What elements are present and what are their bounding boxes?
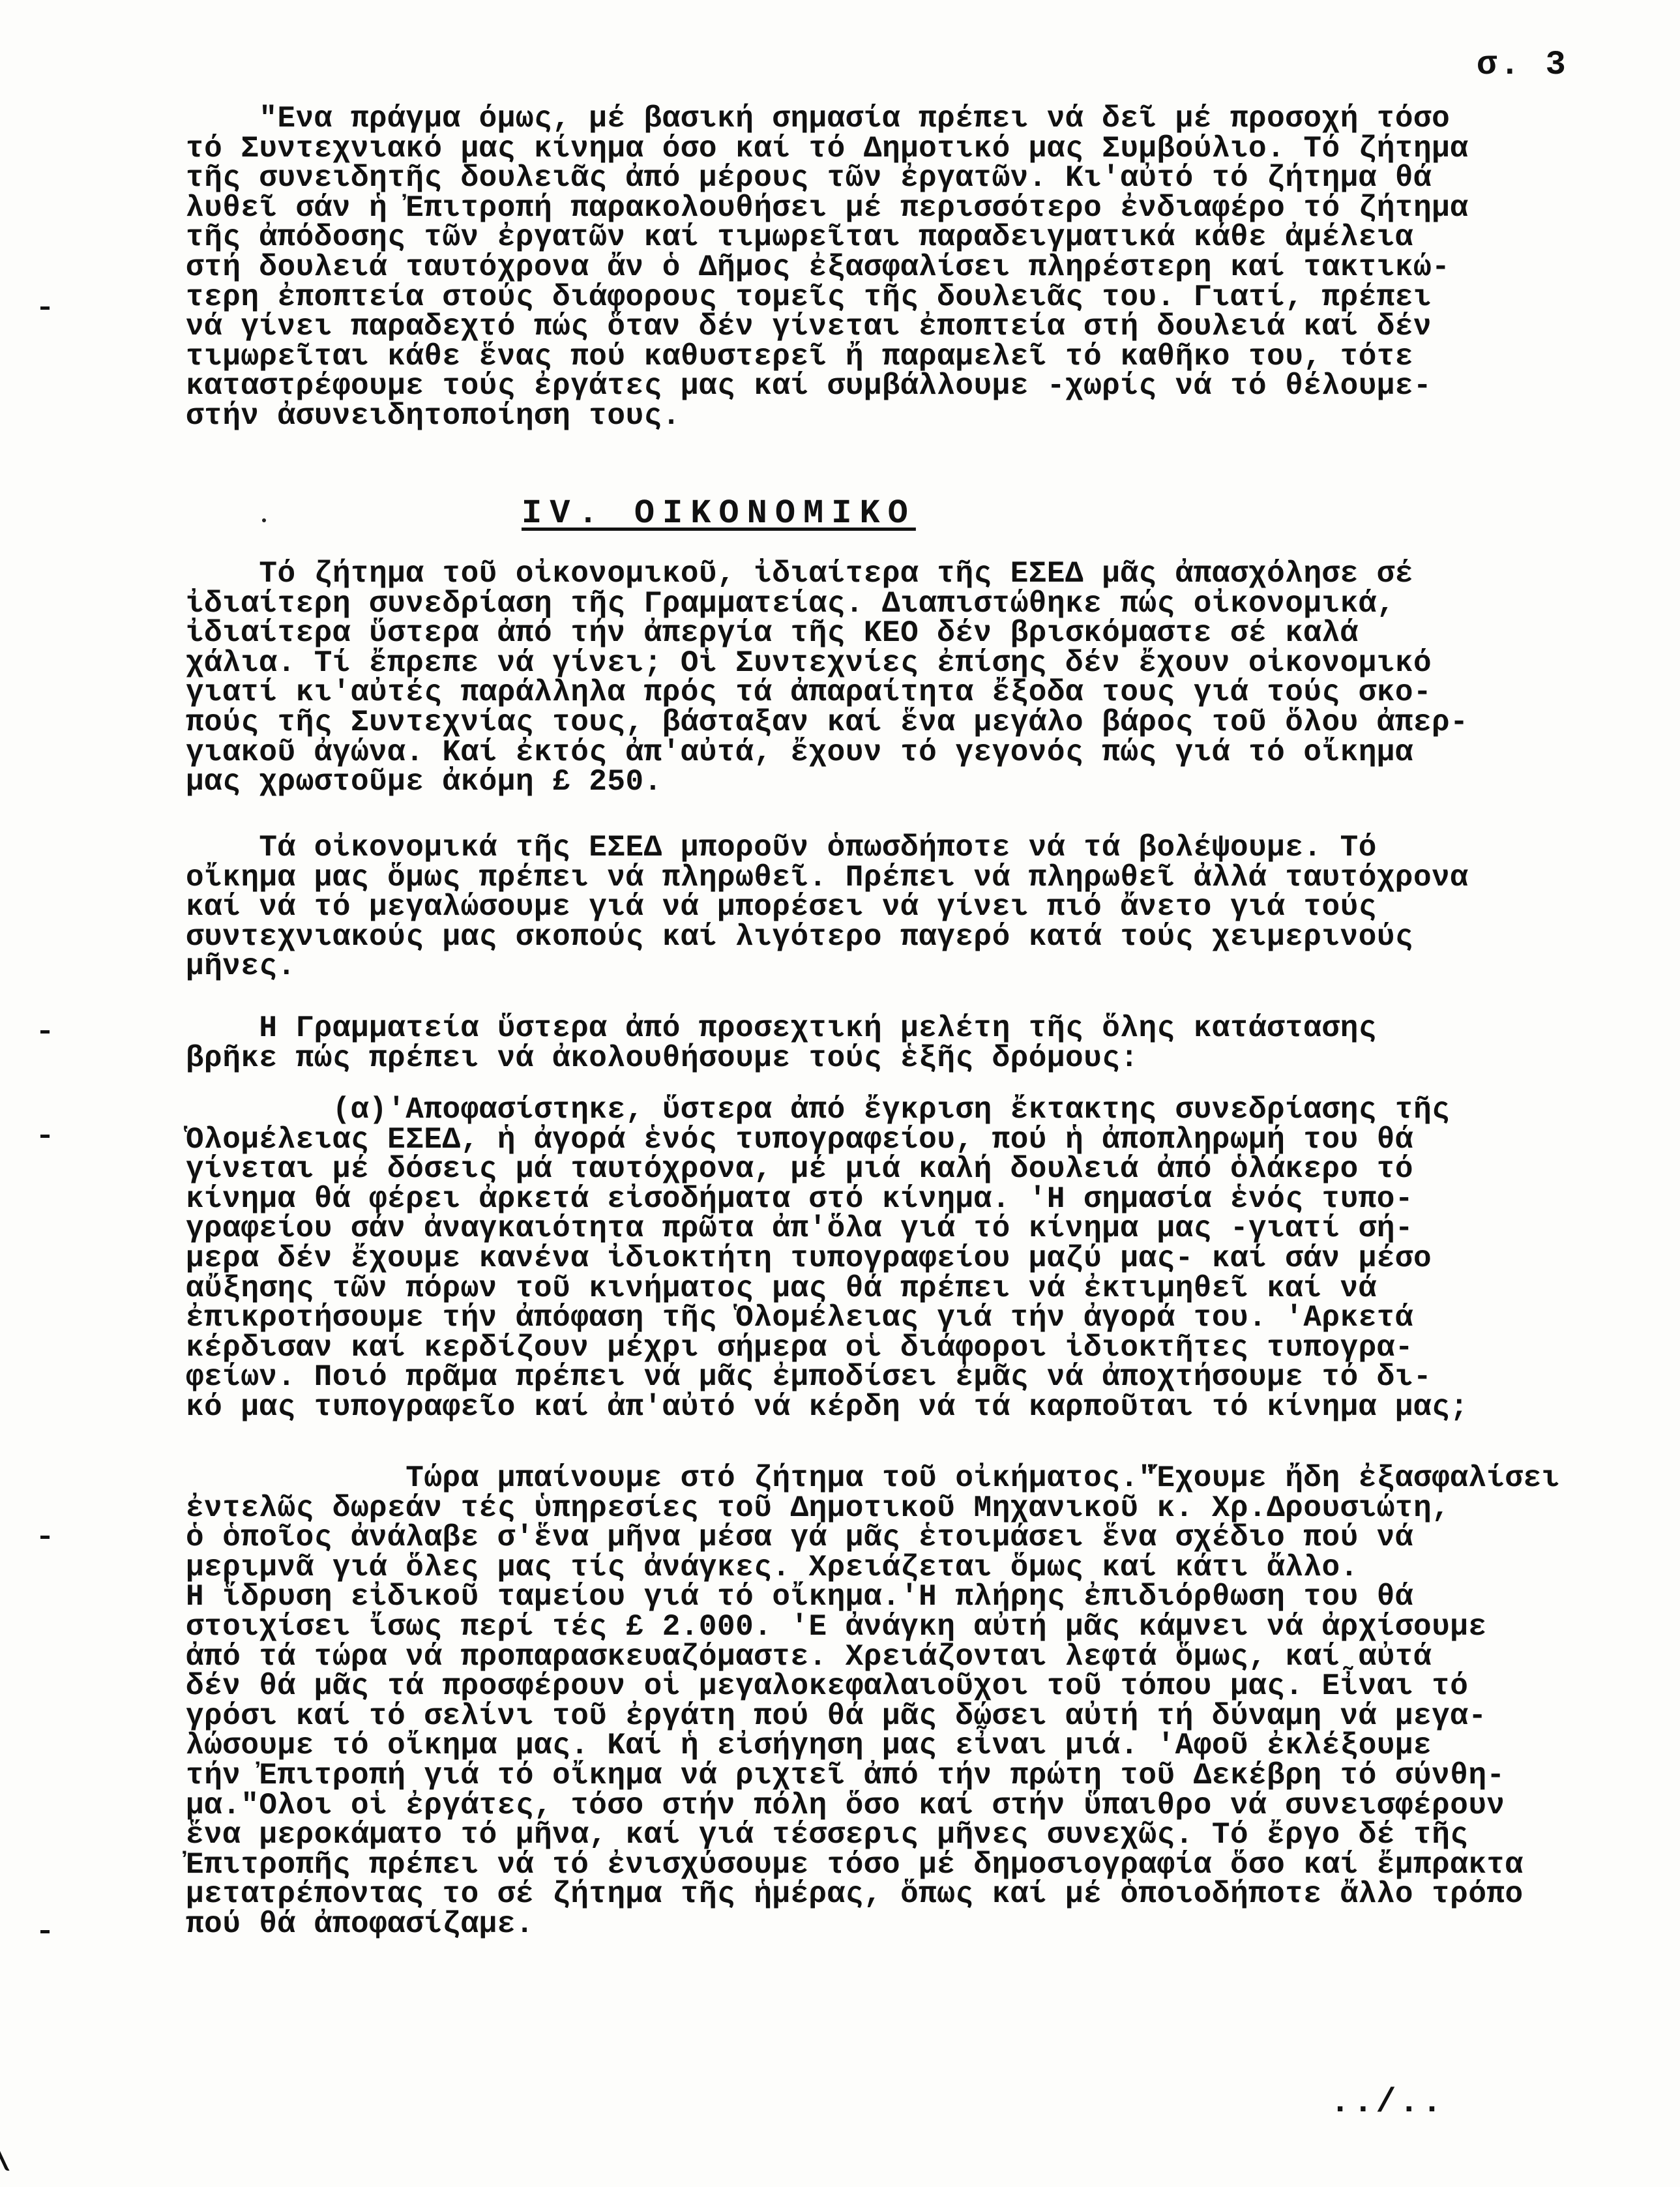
paragraph-6 bbox=[186, 1461, 1607, 1941]
paragraph-5 bbox=[186, 1095, 1607, 1423]
text-line: Τά οἰκονομικά τῆς ΕΣΕΔ μποροῦν ὁπωσδήποτε νά τά βολέψουμε. Τό bbox=[186, 831, 1377, 865]
text-line: Η Γραμματεία ὕστερα ἀπό προσεχτική μελέτη τῆς ὅλης κατάστασης bbox=[186, 1011, 1377, 1045]
text-line: μῆνες. bbox=[186, 949, 296, 984]
text-line: ἐντελῶς δωρεάν τές ὑπηρεσίες τοῦ Δημοτικοῦ Μηχανικοῦ κ. Χρ.Δρουσιώτη, bbox=[186, 1491, 1451, 1525]
paragraph-1 bbox=[186, 104, 1607, 432]
text-line: γιατί κι'αὐτές παράλληλα πρός τά ἀπαραίτητα ἔξοδα τους γιά τούς σκο- bbox=[186, 676, 1432, 710]
text-line: τῆς συνειδητῆς δουλειᾶς ἀπό μέρους τῶν ἐργατῶν. Κι'αὐτό τό ζήτημα θά bbox=[186, 161, 1432, 196]
text-line: γιακοῦ ἀγώνα. Καί ἐκτός ἀπ'αὐτά, ἔχουν τό γεγονός πώς γιά τό οἴκημα bbox=[186, 735, 1414, 769]
text-line: μεριμνᾶ γιά ὅλες μας τίς ἀνάγκες. Χρειάζεται ὅμως καί κάτι ἄλλο. bbox=[186, 1550, 1359, 1584]
text-line: δέν θά μᾶς τά προσφέρουν οἱ μεγαλοκεφαλαιοῦχοι τοῦ τόπου μας. Εἶναι τό bbox=[186, 1669, 1469, 1704]
text-line: μας χρωστοῦμε ἀκόμη £ 250. bbox=[186, 765, 662, 799]
text-line: τῆς ἀπόδοσης τῶν ἐργατῶν καί τιμωρεῖται παραδειγματικά κάθε ἀμέλεια bbox=[186, 220, 1414, 255]
text-line: Ἐπιτροπῆς πρέπει νά τό ἐνισχύσουμε τόσο μέ δημοσιογραφία ὅσο καί ἔμπρακτα bbox=[186, 1847, 1524, 1882]
text-line: (α)'Αποφασίστηκε, ὕστερα ἀπό ἔγκριση ἔκτακτης συνεδρίασης τῆς bbox=[186, 1093, 1451, 1127]
stray-dot bbox=[262, 518, 266, 522]
text-line: γρόσι καί τό σελίνι τοῦ ἐργάτη πού θά μᾶς δώσει αὐτή τή δύναμη νά μεγα- bbox=[186, 1699, 1487, 1733]
text-line: τιμωρεῖται κάθε ἕνας πού καθυστερεῖ ἤ παραμελεῖ τό καθῆκο του, τότε bbox=[186, 339, 1414, 374]
text-line: Ὁλομέλειας ΕΣΕΔ, ἡ ἀγορά ἑνός τυπογραφείου, πού ἡ ἀποπληρωμή του θά bbox=[186, 1122, 1414, 1157]
text-line: μετατρέποντας το σέ ζήτημα τῆς ἡμέρας, ὅπως καί μέ ὁποιοδήποτε ἄλλο τρόπο bbox=[186, 1877, 1524, 1912]
text-line: μερα δέν ἔχουμε κανένα ἰδιοκτήτη τυπογραφείου μαζύ μας- καί σάν μέσο bbox=[186, 1241, 1432, 1275]
text-line: κέρδισαν καί κερδίζουν μέχρι σήμερα οἱ διάφοροι ἰδιοκτῆτες τυπογρα- bbox=[186, 1330, 1414, 1365]
page-number: σ. 3 bbox=[1477, 46, 1569, 84]
text-line: πούς τῆς Συντεχνίας τους, βάσταξαν καί ἕνα μεγάλο βάρος τοῦ ὅλου ἀπερ- bbox=[186, 705, 1469, 739]
text-line: τό Συντεχνιακό μας κίνημα όσο καί τό Δημοτικό μας Συμβούλιο. Τό ζήτημα bbox=[186, 131, 1469, 166]
text-line: νά γίνει παραδεχτό πώς ὅταν δέν γίνεται ἐποπτεία στή δουλειά καί δέν bbox=[186, 310, 1432, 344]
text-line: ἰδιαίτερη συνεδρίαση τῆς Γραμματείας. Διαπιστώθηκε πώς οἰκονομικά, bbox=[186, 586, 1395, 621]
text-line: οἴκημα μας ὅμως πρέπει νά πληρωθεῖ. Πρέπει νά πληρωθεῖ ἀλλά ταυτόχρονα bbox=[186, 860, 1469, 895]
text-line: ἀπό τά τώρα νά προπαρασκευαζόμαστε. Χρειάζονται λεφτά ὅμως, καί αὐτά bbox=[186, 1639, 1432, 1674]
continuation-mark: ../.. bbox=[1330, 2083, 1445, 2122]
text-line: αὔξησης τῶν πόρων τοῦ κινήματος μας θά πρέπει νά ἐκτιμηθεῖ καί νά bbox=[186, 1271, 1377, 1305]
margin-mark bbox=[40, 1030, 50, 1034]
text-line: πού θά ἀποφασίζαμε. bbox=[186, 1907, 534, 1941]
text-line: λώσουμε τό οἴκημα μας. Καί ἡ εἰσήγηση μας εἶναι μιά. 'Αφοῦ ἐκλέξουμε bbox=[186, 1729, 1432, 1763]
text-line: μα."Ολοι οἱ ἐργάτες, τόσο στήν πόλη ὅσο καί στήν ὕπαιθρο νά συνεισφέρουν bbox=[186, 1788, 1505, 1822]
text-line: κίνημα θά φέρει ἀρκετά εἰσοδήματα στό κίνημα. 'Η σημασία ἑνός τυπο- bbox=[186, 1182, 1414, 1216]
text-line: "Ενα πράγμα όμως, μέ βασική σημασία πρέπει νά δεῖ μέ προσοχή τόσο bbox=[186, 102, 1451, 136]
margin-mark bbox=[40, 1135, 50, 1138]
text-line: χάλια. Τί ἔπρεπε νά γίνει; Οἱ Συντεχνίες ἐπίσης δέν ἔχουν οἰκονομικό bbox=[186, 646, 1432, 680]
text-line: ἕνα μεροκάματο τό μῆνα, καί γιά τέσσερις μῆνες συνεχῶς. Τό ἔργο δέ τῆς bbox=[186, 1818, 1469, 1852]
margin-mark bbox=[40, 306, 50, 310]
text-line: τερη ἐποπτεία στούς διάφορους τομεῖς τῆς δουλειᾶς του. Γιατί, πρέπει bbox=[186, 280, 1432, 314]
margin-mark bbox=[40, 1536, 50, 1539]
text-line: τήν Ἐπιτροπή γιά τό οἴκημα νά ριχτεῖ ἀπό τήν πρώτη τοῦ Δεκέβρη τό σύνθη- bbox=[186, 1758, 1505, 1793]
text-line: Η ἵδρυση εἰδικοῦ ταμείου γιά τό οἴκημα.'Η πλήρης ἐπιδιόρθωση του θά bbox=[186, 1580, 1414, 1614]
text-line: ὁ ὁποῖος ἀνάλαβε σ'ἕνα μῆνα μέσα γά μᾶς ἑτοιμάσει ἕνα σχέδιο πού νά bbox=[186, 1521, 1414, 1555]
text-line: βρῆκε πώς πρέπει νά ἀκολουθήσουμε τούς ἑξῆς δρόμους: bbox=[186, 1041, 1139, 1075]
paragraph-3 bbox=[186, 833, 1607, 982]
text-line: συντεχνιακούς μας σκοπούς καί λιγότερο παγερό κατά τούς χειμερινούς bbox=[186, 919, 1414, 954]
text-line: Τό ζήτημα τοῦ οἰκονομικοῦ, ἰδιαίτερα τῆς ΕΣΕΔ μᾶς ἀπασχόλησε σέ bbox=[186, 557, 1414, 591]
text-line: ἰδιαίτερα ὕστερα ἀπό τήν ἀπεργία τῆς ΚΕΟ δέν βρισκόμαστε σέ καλά bbox=[186, 616, 1359, 651]
text-line: κό μας τυπογραφεῖο καί ἀπ'αὐτό νά κέρδη νά τά καρποῦται τό κίνημα μας; bbox=[186, 1390, 1469, 1424]
paragraph-4 bbox=[186, 1011, 1607, 1075]
text-line: στοιχίσει ἴσως περί τές £ 2.000. 'Ε ἀνάγκη αὐτή μᾶς κάμνει νά ἀρχίσουμε bbox=[186, 1609, 1487, 1644]
text-line: φείων. Ποιό πρᾶμα πρέπει νά μᾶς ἐμποδίσει ἐμᾶς νά ἀποχτήσουμε τό δι- bbox=[186, 1360, 1432, 1395]
text-line: καταστρέφουμε τούς ἐργάτες μας καί συμβάλλουμε -χωρίς νά τό θέλουμε- bbox=[186, 369, 1432, 404]
text-line: γίνεται μέ δόσεις μά ταυτόχρονα, μέ μιά καλή δουλειά ἀπό ὁλάκερο τό bbox=[186, 1152, 1414, 1187]
section-heading: IV. ΟΙΚΟΝΟΜΙΚΟ bbox=[522, 494, 916, 533]
paragraph-2 bbox=[186, 559, 1607, 797]
text-line: λυθεῖ σάν ἡ Ἐπιτροπή παρακολουθήσει μέ περισσότερο ἐνδιαφέρο τό ζήτημα bbox=[186, 190, 1469, 225]
text-line: Τώρα μπαίνουμε στό ζήτημα τοῦ οἰκήματος."Ἔχουμε ἤδη ἐξασφαλίσει bbox=[186, 1461, 1560, 1495]
text-line: γραφείου σάν ἀναγκαιότητα πρῶτα ἀπ'ὅλα γιά τό κίνημα μας -γιατί σή- bbox=[186, 1212, 1414, 1246]
edge-scratch bbox=[0, 2142, 20, 2172]
text-line: ἐπικροτήσουμε τήν ἀπόφαση τῆς Ὁλομέλειας γιά τήν ἀγορά του. 'Αρκετά bbox=[186, 1301, 1414, 1335]
text-line: στήν ἀσυνειδητοποίηση τους. bbox=[186, 398, 681, 433]
margin-mark bbox=[40, 1930, 50, 1933]
text-line: στή δουλειά ταυτόχρονα ἄν ὁ Δῆμος ἐξασφαλίσει πληρέστερη καί τακτικώ- bbox=[186, 250, 1451, 284]
text-line: καί νά τό μεγαλώσουμε γιά νά μπορέσει νά γίνει πιό ἄνετο γιά τούς bbox=[186, 890, 1377, 925]
